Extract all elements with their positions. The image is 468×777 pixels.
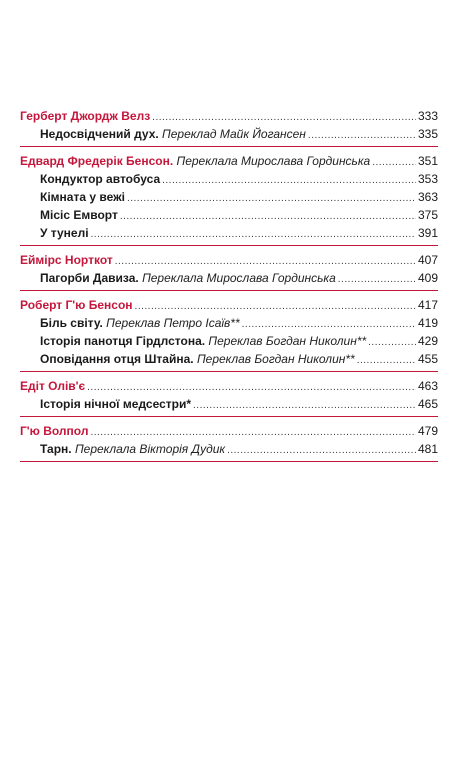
toc-section <box>20 422 438 462</box>
page-number: 429 <box>417 334 438 348</box>
page-number: 419 <box>417 316 438 330</box>
page-number: 353 <box>417 172 438 186</box>
toc-story-row <box>20 170 438 188</box>
author-translator: Переклала Мирослава Гординська <box>176 154 371 168</box>
author-name: Герберт Джордж Велз <box>20 109 151 123</box>
author-name: Едвард Фредерік Бенсон. <box>20 154 174 168</box>
dot-leader <box>227 440 416 460</box>
author-name: Роберт Г'ю Бенсон <box>20 298 133 312</box>
toc-story-row <box>20 224 438 242</box>
dot-leader <box>162 170 416 190</box>
page-number: 335 <box>417 127 438 141</box>
page-number: 463 <box>417 379 438 393</box>
toc-story-row <box>20 269 438 287</box>
dot-leader <box>372 152 416 172</box>
toc-story-row <box>20 440 438 458</box>
page-number: 479 <box>417 424 438 438</box>
toc-section <box>20 377 438 417</box>
toc-section <box>20 152 438 246</box>
story-title: Кімната у вежі <box>40 190 125 204</box>
toc-story-row <box>20 206 438 224</box>
story-title: Історія нічної медсестри* <box>40 397 192 411</box>
page-number: 351 <box>417 154 438 168</box>
page-number: 455 <box>417 352 438 366</box>
dot-leader <box>242 314 416 334</box>
toc-story-row <box>20 395 438 413</box>
story-title: Пагорби Давиза. <box>40 271 139 285</box>
author-name: Еймірс Норткот <box>20 253 113 267</box>
story-title: Історія панотця Гірдлстона. <box>40 334 206 348</box>
toc-story-row <box>20 332 438 350</box>
dot-leader <box>368 332 416 352</box>
dot-leader <box>193 395 416 415</box>
page-number: 465 <box>417 397 438 411</box>
page-number: 407 <box>417 253 438 267</box>
story-translator: Переклала Мирослава Гординська <box>142 271 336 285</box>
toc-story-row <box>20 188 438 206</box>
story-title: Недосвідчений дух. <box>40 127 159 141</box>
dot-leader <box>120 206 416 226</box>
story-title: Біль світу. <box>40 316 103 330</box>
toc-story-row <box>20 314 438 332</box>
toc-section <box>20 296 438 372</box>
dot-leader <box>135 296 416 316</box>
toc-author-row <box>20 422 438 440</box>
page-number: 375 <box>417 208 438 222</box>
story-title: У тунелі <box>40 226 89 240</box>
story-translator: Переклав Петро Ісаїв** <box>106 316 240 330</box>
story-title: Тарн. <box>40 442 72 456</box>
dot-leader <box>115 251 416 271</box>
dot-leader <box>127 188 416 208</box>
toc-author-row <box>20 107 438 125</box>
page-number: 481 <box>417 442 438 456</box>
toc-author-row <box>20 152 438 170</box>
author-name: Едіт Олів'є <box>20 379 86 393</box>
dot-leader <box>308 125 416 145</box>
toc-story-row <box>20 350 438 368</box>
toc-section <box>20 251 438 291</box>
page-number: 391 <box>417 226 438 240</box>
page-number: 363 <box>417 190 438 204</box>
toc-author-row <box>20 296 438 314</box>
toc-author-row <box>20 251 438 269</box>
dot-leader <box>152 107 416 127</box>
dot-leader <box>90 422 416 442</box>
story-translator: Переклад Майк Йогансен <box>162 127 306 141</box>
toc-section <box>20 107 438 147</box>
page-number: 417 <box>417 298 438 312</box>
story-title: Місіс Емворт <box>40 208 118 222</box>
story-translator: Переклала Вікторія Дудик <box>74 442 226 456</box>
author-name: Г'ю Волпол <box>20 424 89 438</box>
story-translator: Переклав Богдан Николин** <box>196 352 355 366</box>
story-title: Оповідання отця Штайна. <box>40 352 194 366</box>
dot-leader <box>338 269 416 289</box>
page-number: 333 <box>417 109 438 123</box>
toc-story-row <box>20 125 438 143</box>
dot-leader <box>357 350 416 370</box>
story-translator: Переклав Богдан Николин** <box>208 334 367 348</box>
story-title: Кондуктор автобуса <box>40 172 161 186</box>
toc-author-row <box>20 377 438 395</box>
dot-leader <box>87 377 416 397</box>
page-number: 409 <box>417 271 438 285</box>
dot-leader <box>91 224 416 244</box>
table-of-contents <box>20 107 438 467</box>
